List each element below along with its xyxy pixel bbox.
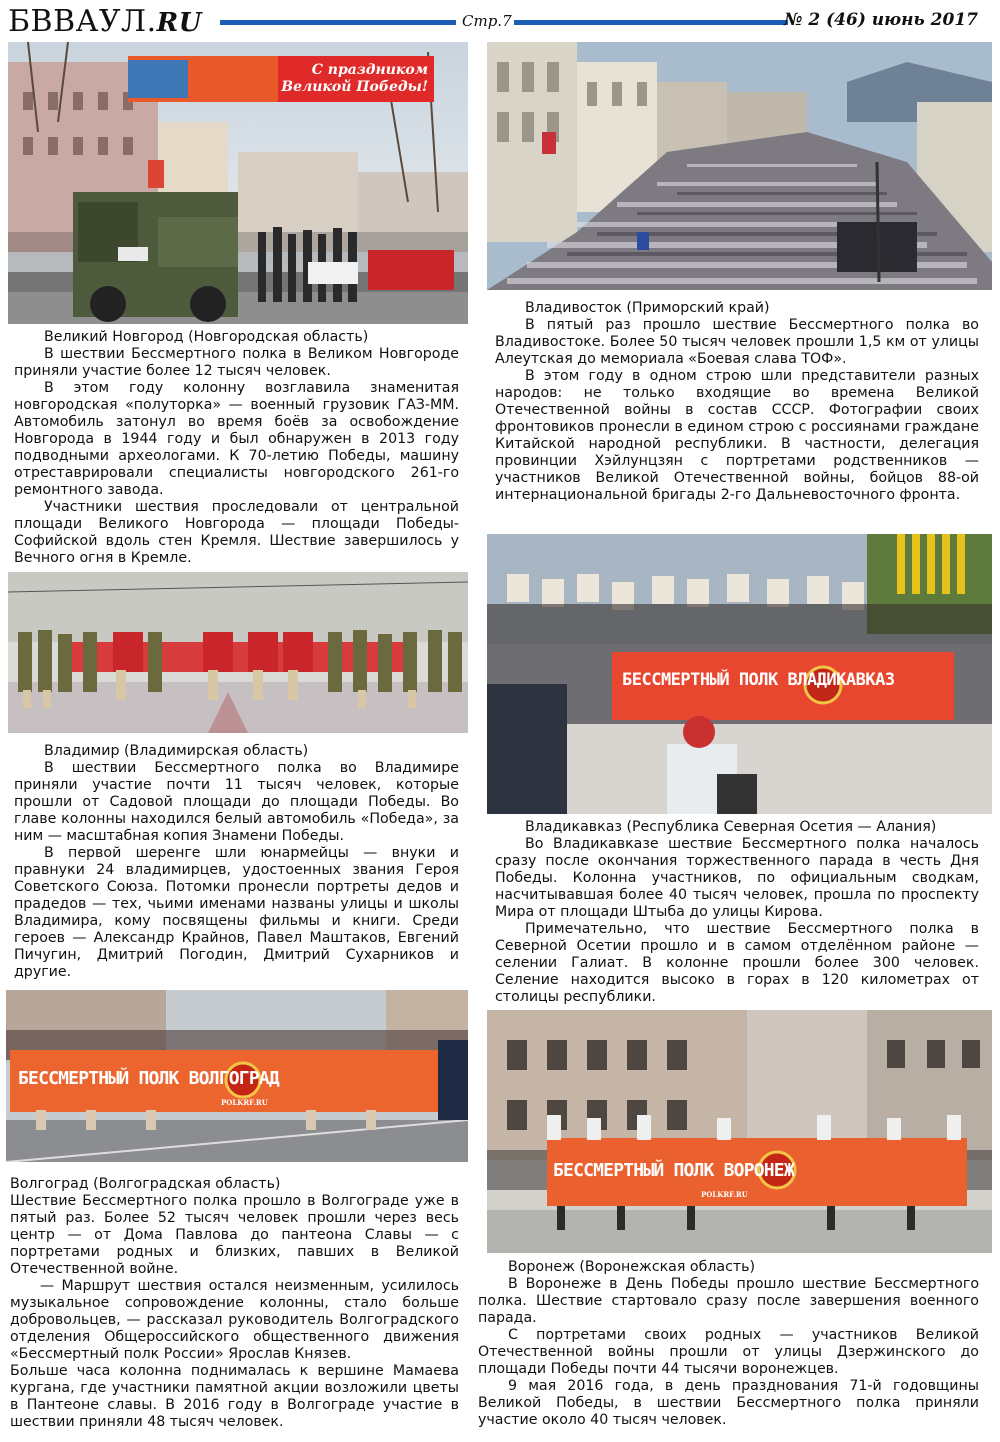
photo-vladivostok: [487, 42, 992, 290]
article-vladimir: [14, 743, 459, 981]
photo-novgorod: [8, 42, 468, 324]
logo-text: БВВАУЛ.: [8, 4, 157, 39]
page-number: Стр.7: [462, 12, 512, 30]
paragraph: 9 мая 2016 года, в день празднования 71-й годовщины Великой Победы, в шествии Бессмертного полка приняли участие около 40 тысяч человек.: [478, 1378, 979, 1428]
paragraph: Больше часа колонна поднималась к вершине Мамаева кургана, где участники памятной акции возложили цветы в Пантеоне славы. В 2016 году в Волгограде участие в шествии приняли 48 тысяч человек.: [10, 1363, 459, 1430]
paragraph: С портретами своих родных — участников Великой Отечественной войны прошли от улицы Дзержинского до площади Победы почти 44 тысячи воронежцев.: [478, 1327, 979, 1377]
header-rule-right: [514, 20, 788, 25]
paragraph: В шествии Бессмертного полка во Владимире приняли участие почти 11 тысяч человек, которые прошли от Садовой площади до площади Победы. Во главе колонны находился белый автомобиль «Победа», за ним — масштабная копия Знамени Победы.: [14, 760, 459, 844]
paragraph: Примечательно, что шествие Бессмертного полка в Северной Осетии прошло и в самом отделённом районе — селении Галиат. В колонне прошли более 300 человек. Селение находится высоко в горах в 120 километрах от столицы республики.: [495, 921, 979, 1005]
paragraph: — Маршрут шествия остался неизменным, усилилось музыкальное сопровождение колонны, стало больше добровольцев, — рассказал руководитель Волгоградского отделения Общероссийского общественного движения «Бессмертный полк России» Ярослав Князев.: [10, 1278, 459, 1362]
caption-vladikavkaz: Владикавказ (Республика Северная Осетия — Алания): [525, 819, 937, 835]
voronezh-banner-text: БЕССМЕРТНЫЙ ПОЛК ВОРОНЕЖ: [553, 1160, 794, 1181]
article-novgorod: [14, 329, 459, 567]
paragraph: В шествии Бессмертного полка в Великом Новгороде приняли участие более 12 тысяч человек.: [14, 346, 459, 379]
article-vladikavkaz: [495, 819, 979, 1006]
photo-volgograd: [6, 990, 468, 1162]
paragraph: В этом году колонну возглавила знаменитая новгородская «полуторка» — военный грузовик ГАЗ-ММ. Автомобиль затонул во время боёв за освобождение Новгорода в 1944 году и был обнаружен в 2013 году подводными археологами. К 70-летию Победы, машину отреставрировали специалисты новгородского 261-го ремонтного завода.: [14, 380, 459, 498]
site-logo[interactable]: [8, 4, 202, 39]
logo-ru: RU: [156, 8, 202, 38]
paragraph: Участники шествия проследовали от центральной площади Великого Новгорода — площади Победы-Софийской вдоль стен Кремля. Шествие завершилось у Вечного огня в Кремле.: [14, 499, 459, 566]
article-voronezh: [478, 1259, 979, 1429]
photo-vladikavkaz: [487, 534, 992, 814]
paragraph: В первой шеренге шли юнармейцы — внуки и правнуки 24 владимирцев, удостоенных звания Героя Советского Союза. Потомки пронесли портреты дедов и прадедов — тех, чьими именами названы улицы и школы Владимира, кому посвящены фильмы и книги. Среди героев — Александр Крайнов, Павел Маштаков, Евгений Пичугин, Дмитрий Погодин, Дмитрий Сухарников и другие.: [14, 845, 459, 980]
volgograd-banner-site: POLKRF.RU: [221, 1098, 268, 1107]
caption-voronezh: Воронеж (Воронежская область): [508, 1259, 756, 1275]
page-header: [0, 0, 1000, 40]
paragraph: В Воронеже в День Победы прошло шествие Бессмертного полка. Шествие стартовало сразу после завершения военного парада.: [478, 1276, 979, 1326]
volgograd-banner-text: БЕССМЕРТНЫЙ ПОЛК ВОЛГОГРАД: [18, 1068, 279, 1089]
header-rule-left: [220, 20, 456, 25]
paragraph: В пятый раз прошло шествие Бессмертного полка во Владивостоке. Более 50 тысяч человек прошли 1,5 км от улицы Алеутская до мемориала «Боевая слава ТОФ».: [495, 317, 979, 367]
article-volgograd: [10, 1176, 459, 1431]
photo-vladimir: [8, 572, 468, 733]
caption-novgorod: Великий Новгород (Новгородская область): [44, 329, 369, 345]
paragraph: Во Владикавказе шествие Бессмертного полка началось сразу после окончания торжественного парада в честь Дня Победы. Колонна участников, по официальным сводкам, насчитывавшая более 40 тысяч человек, прошла по проспекту Мира от площади Штыба до улицы Кирова.: [495, 836, 979, 920]
article-vladivostok: [495, 300, 979, 504]
paragraph: В этом году в одном строю шли представители разных народов: не только входящие во времена Великой Отечественной войны в состав СССР. Фотографии своих фронтовиков пронесли в едином строю с россиянами граждане Китайской народной республики. В частности, делегация провинции Хэйлунцзян с портретами родственников — участников Великой Отечественной войны, бойцов 88-ой интернациональной бригады 2-го Дальневосточного фронта.: [495, 368, 979, 503]
photo-voronezh: [487, 1010, 992, 1253]
voronezh-banner-site: POLKRF.RU: [701, 1190, 748, 1199]
caption-volgograd: Волгоград (Волгоградская область): [10, 1176, 281, 1192]
issue-number: № 2 (46) июнь 2017: [783, 10, 978, 30]
novgorod-banner-text: С праздником Великой Победы!: [281, 62, 428, 95]
caption-vladimir: Владимир (Владимирская область): [44, 743, 309, 759]
vladikavkaz-banner-text: БЕССМЕРТНЫЙ ПОЛК ВЛАДИКАВКАЗ: [622, 670, 895, 690]
caption-vladivostok: Владивосток (Приморский край): [525, 300, 770, 316]
paragraph: Шествие Бессмертного полка прошло в Волгограде уже в пятый раз. Более 52 тысяч человек прошли через весь центр — от Дома Павлова до пантеона Славы — с портретами родных и близких, павших в Великой Отечественной войне.: [10, 1193, 459, 1277]
